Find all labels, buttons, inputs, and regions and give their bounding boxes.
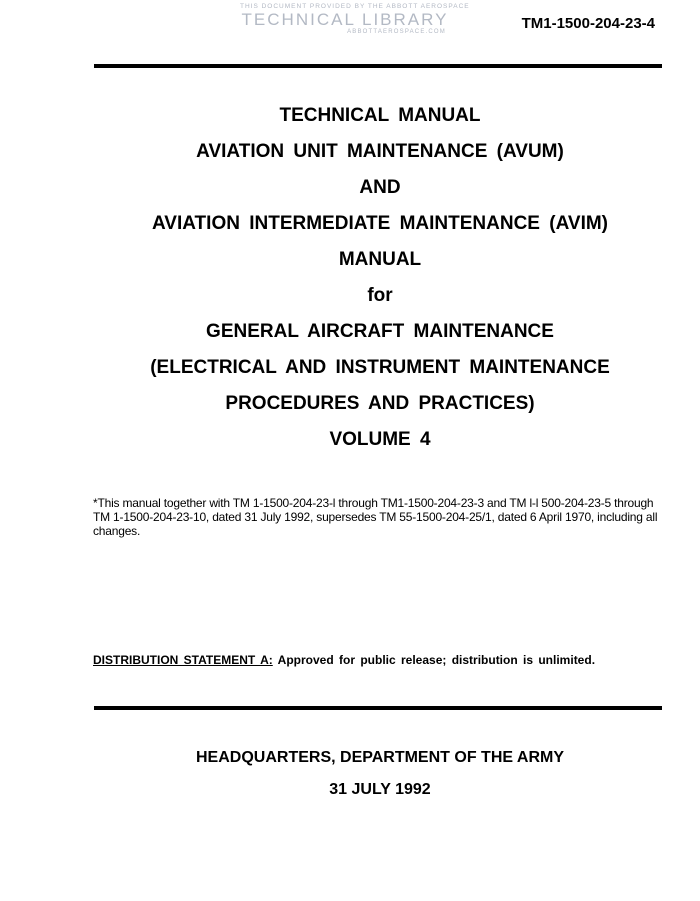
abbott-aerospace-watermark bbox=[240, 3, 470, 36]
distribution-statement bbox=[93, 653, 595, 667]
title-line: AVIATION UNIT MAINTENANCE (AVUM) bbox=[196, 141, 564, 162]
title-line-volume: VOLUME 4 bbox=[329, 429, 431, 450]
bottom-divider bbox=[94, 706, 662, 710]
title-line: TECHNICAL MANUAL bbox=[279, 105, 481, 126]
document-number: TM1-1500-204-23-4 bbox=[521, 15, 655, 32]
title-line: for bbox=[367, 285, 393, 306]
title-line: MANUAL bbox=[338, 249, 422, 270]
issuing-authority-block bbox=[0, 748, 700, 812]
distribution-label: DISTRIBUTION STATEMENT A: bbox=[93, 653, 273, 667]
watermark-provided-by: THIS DOCUMENT PROVIDED BY THE ABBOTT AEROSPACE bbox=[240, 3, 470, 10]
watermark-library-name: TECHNICAL LIBRARY bbox=[241, 10, 449, 29]
title-block bbox=[0, 103, 700, 463]
supersession-note: *This manual together with TM 1-1500-204-23-l through TM1-1500-204-23-3 and TM l-l 500-204-23-5 through TM 1-1500-204-23-10, dated 31 July 1992, supersedes TM 55-1500-204-25/1, dated 6 April 1970, including all changes. bbox=[93, 496, 658, 538]
title-line: AVIATION INTERMEDIATE MAINTENANCE (AVIM) bbox=[151, 213, 608, 234]
publication-date: 31 JULY 1992 bbox=[329, 781, 431, 798]
watermark-website: ABBOTTAEROSPACE.COM bbox=[347, 29, 446, 35]
top-divider bbox=[94, 64, 662, 68]
headquarters-line: HEADQUARTERS, DEPARTMENT OF THE ARMY bbox=[196, 749, 564, 766]
distribution-text: Approved for public release; distribution is unlimited. bbox=[272, 653, 596, 667]
title-line: PROCEDURES AND PRACTICES) bbox=[225, 393, 535, 414]
title-line: (ELECTRICAL AND INSTRUMENT MAINTENANCE bbox=[150, 357, 610, 378]
title-line: AND bbox=[359, 177, 401, 198]
title-line: GENERAL AIRCRAFT MAINTENANCE bbox=[206, 321, 554, 342]
